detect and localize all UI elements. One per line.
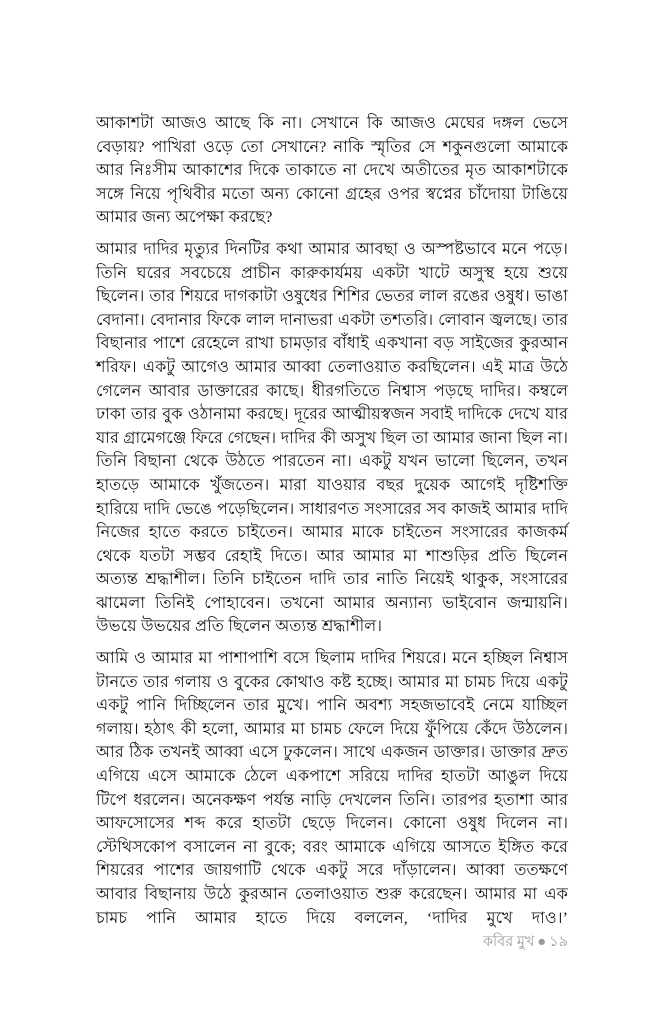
page-text-block [96,112,568,930]
body-paragraph-3: আমি ও আমার মা পাশাপাশি বসে ছিলাম দাদির শিয়রে। মনে হচ্ছিল নিশ্বাস টানতে তার গলায় ও বুকের কোথাও কষ্ট হচ্ছে। আমার মা চামচ দিয়ে একটু একটু পানি দিচ্ছিলেন তার মুখে। পানি অবশ্য সহজভাবেই নেমে যাচ্ছিল গলায়। হঠাৎ কী হলো, আমার মা চামচ ফেলে দিয়ে ফুঁপিয়ে কেঁদে উঠলেন। আর ঠিক তখনই আব্বা এসে ঢুকলেন। সাথে একজন ডাক্তার। ডাক্তার দ্রুত এগিয়ে এসে আমাকে ঠেলে একপাশে সরিয়ে দাদির হাতটা আঙুল দিয়ে টিপে ধরলেন। অনেকক্ষণ পর্যন্ত নাড়ি দেখলেন তিনি। তারপর হতাশা আর আফসোসের শব্দ করে হাতটা ছেড়ে দিলেন। কোনো ওষুধ দিলেন না। স্টেথিসকোপ বসালেন না বুকে; বরং আমাকে এগিয়ে আসতে ইঙ্গিত করে শিয়রের পাশের জায়গাটি থেকে একটু সরে দাঁড়ালেন। আব্বা ততক্ষণে আবার বিছানায় উঠে কুরআন তেলাওয়াত শুরু করেছেন। আমার মা এক চামচ পানি আমার হাতে দিয়ে বললেন, ‘দাদির মুখে দাও।’ [96,650,568,927]
footer-page-number: ১৯ [549,934,568,950]
body-paragraph-2: আমার দাদির মৃত্যুর দিনটির কথা আমার আবছা ও অস্পষ্টভাবে মনে পড়ে। তিনি ঘরের সবচেয়ে প্রাচীন কারুকার্যময় একটা খাটে অসুস্থ হয়ে শুয়ে ছিলেন। তার শিয়রে দাগকাটা ওষুধের শিশির ভেতর লাল রঙের ওষুধ। ভাঙা বেদানা। বেদানার ফিকে লাল দানাভরা একটা তশতরি। লোবান জ্বলছে। তার বিছানার পাশে রেহেলে রাখা চামড়ার বাঁধাই একখানা বড় সাইজের কুরআন শরিফ। একটু আগেও আমার আব্বা তেলাওয়াত করছিলেন। এই মাত্র উঠে গেলেন আবার ডাক্তারের কাছে। ধীরগতিতে নিশ্বাস পড়ছে দাদির। কম্বলে ঢাকা তার বুক ওঠানামা করছে। দূরের আত্মীয়স্বজন সবাই দাদিকে দেখে যার যার গ্রামেগঞ্জে ফিরে গেছেন। দাদির কী অসুখ ছিল তা আমার জানা ছিল না। তিনি বিছানা থেকে উঠতে পারতেন না। একটু যখন ভালো ছিলেন, তখন হাতড়ে আমাকে খুঁজতেন। মারা যাওয়ার বছর দুয়েক আগেই দৃষ্টিশক্তি হারিয়ে দাদি ভেঙে পড়েছিলেন। সাধারণত সংসারের সব কাজই আমার দাদি নিজের হাতে করতে চাইতেন। আমার মাকে চাইতেন সংসারের কাজকর্ম থেকে যতটা সম্ভব রেহাই দিতে। আর আমার মা শাশুড়ির প্রতি ছিলেন অত্যন্ত শ্রদ্ধাশীল। তিনি চাইতেন দাদি তার নাতি নিয়েই থাকুক, সংসারের ঝামেলা তিনিই পোহাবেন। তখনো আমার অন্যান্য ভাইবোন জন্মায়নি। উভয়ে উভয়ের প্রতি ছিলেন অত্যন্ত শ্রদ্ধাশীল। [96,240,568,636]
page-footer [96,932,568,952]
footer-separator-dot: ● [537,934,547,950]
footer-book-title: কবির মুখ [482,934,535,950]
body-paragraph-1: আকাশটা আজও আছে কি না। সেখানে কি আজও মেঘের দঙ্গল ভেসে বেড়ায়? পাখিরা ওড়ে তো সেখানে? নাকি স্মৃতির সে শকুনগুলো আমাকে আর নিঃসীম আকাশের দিকে তাকাতে না দেখে অতীতের মৃত আকাশটাকে সঙ্গে নিয়ে পৃথিবীর মতো অন্য কোনো গ্রহের ওপর স্বপ্নের চাঁদোয়া টাঙিয়ে আমার জন্য অপেক্ষা করছে? [96,115,568,227]
